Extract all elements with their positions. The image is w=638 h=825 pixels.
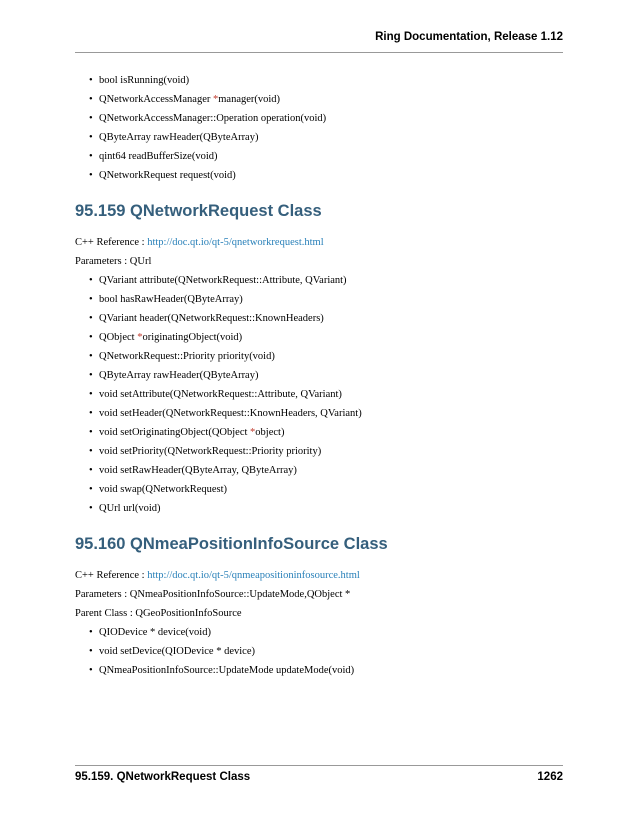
cpp-reference <box>75 566 563 585</box>
list-item: • QByteArray rawHeader(QByteArray) <box>91 366 563 385</box>
page-number: 1262 <box>537 771 563 783</box>
reference-label: C++ Reference : <box>75 237 145 248</box>
list-item: • QIODevice * device(void) <box>91 623 563 642</box>
list-item: • QUrl url(void) <box>91 499 563 518</box>
parameters-line: Parameters : QNmeaPositionInfoSource::UpdateMode,QObject * <box>75 589 351 600</box>
list-item: • void setOriginatingObject(QObject *object) <box>91 423 563 442</box>
running-footer <box>75 771 563 783</box>
pointer-star: * <box>137 332 143 343</box>
pointer-star: * <box>250 427 256 438</box>
list-item: • void swap(QNetworkRequest) <box>91 480 563 499</box>
list-item: • void setDevice(QIODevice * device) <box>91 642 563 661</box>
page-content <box>75 71 563 680</box>
running-header: Ring Documentation, Release 1.12 <box>375 31 563 43</box>
list-item: • QObject *originatingObject(void) <box>91 328 563 347</box>
list-item: • QVariant header(QNetworkRequest::KnownHeaders) <box>91 309 563 328</box>
reference-link[interactable]: http://doc.qt.io/qt-5/qnmeapositioninfosource.html <box>147 570 360 581</box>
list-item: • QNetworkRequest::Priority priority(void) <box>91 347 563 366</box>
list-item: • void setHeader(QNetworkRequest::KnownHeaders, QVariant) <box>91 404 563 423</box>
list-item: • void setAttribute(QNetworkRequest::Attribute, QVariant) <box>91 385 563 404</box>
qnmeapositioninfosource-method-list <box>75 623 563 680</box>
parent-class-line: Parent Class : QGeoPositionInfoSource <box>75 608 242 619</box>
list-item: • QNetworkAccessManager::Operation operation(void) <box>91 109 563 128</box>
qnetworkrequest-method-list <box>75 271 563 518</box>
list-item: • QNmeaPositionInfoSource::UpdateMode updateMode(void) <box>91 661 563 680</box>
list-item: • qint64 readBufferSize(void) <box>91 147 563 166</box>
list-item: • QByteArray rawHeader(QByteArray) <box>91 128 563 147</box>
list-item: • QNetworkRequest request(void) <box>91 166 563 185</box>
list-item: • QNetworkAccessManager *manager(void) <box>91 90 563 109</box>
list-item: • QVariant attribute(QNetworkRequest::Attribute, QVariant) <box>91 271 563 290</box>
pointer-star: * <box>213 94 219 105</box>
section-heading-qnetworkrequest: 95.159 QNetworkRequest Class <box>75 202 322 220</box>
list-item: • void setRawHeader(QByteArray, QByteArray) <box>91 461 563 480</box>
cpp-reference <box>75 233 563 252</box>
section-heading-qnmeapositioninfosource: 95.160 QNmeaPositionInfoSource Class <box>75 535 388 553</box>
list-item: • bool isRunning(void) <box>91 71 563 90</box>
reference-label: C++ Reference : <box>75 570 145 581</box>
reference-link[interactable]: http://doc.qt.io/qt-5/qnetworkrequest.html <box>147 237 324 248</box>
footer-rule <box>75 765 563 766</box>
list-item: • void setPriority(QNetworkRequest::Priority priority) <box>91 442 563 461</box>
parameters-line: Parameters : QUrl <box>75 256 152 267</box>
list-item: • bool hasRawHeader(QByteArray) <box>91 290 563 309</box>
header-rule <box>75 52 563 53</box>
footer-section-title: 95.159. QNetworkRequest Class <box>75 771 251 783</box>
intro-method-list <box>75 71 563 185</box>
